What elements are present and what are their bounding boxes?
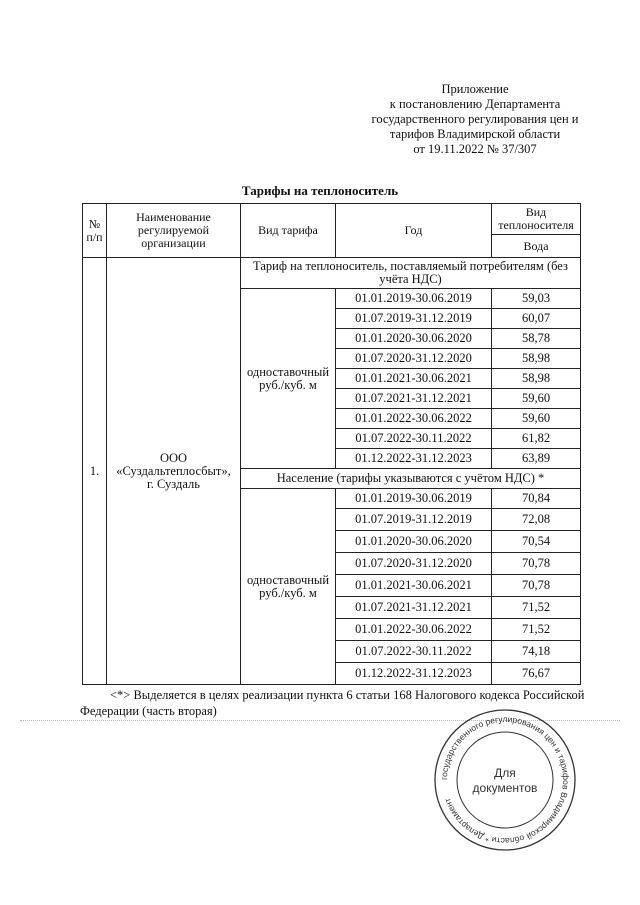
value-cell: 63,89 [492, 449, 581, 469]
period-cell: 01.01.2020-30.06.2020 [336, 531, 492, 553]
value-cell: 60,07 [492, 309, 581, 329]
period-cell: 01.07.2019-31.12.2019 [336, 309, 492, 329]
stamp-ring-text [439, 714, 571, 846]
header-tariff-type: Вид тарифа [241, 204, 336, 258]
tariff-type-line: одноставочный [246, 572, 330, 587]
section-title: Тариф на теплоноситель, поставляемый потребителям (без учёта НДС) [241, 258, 581, 289]
tariff-type-cell [241, 489, 336, 685]
stamp-inner-ring [457, 732, 553, 828]
row-number: 1. [83, 258, 107, 685]
organization-line: «Суздальтеплосбыт», [116, 463, 231, 478]
period-cell: 01.01.2022-30.06.2022 [336, 619, 492, 641]
footnote-line: Федерации (часть вторая) [80, 704, 217, 718]
header-organization: Наименование регулируемой организации [107, 204, 241, 258]
organization-line: г. Суздаль [147, 476, 200, 491]
period-cell: 01.07.2022-30.11.2022 [336, 429, 492, 449]
appendix-line: от 19.11.2022 № 37/307 [413, 142, 537, 156]
value-cell: 70,54 [492, 531, 581, 553]
appendix-line: тарифов Владимирской области [389, 127, 561, 141]
tariff-type-cell [241, 289, 336, 469]
section-title: Население (тарифы указываются с учётом НДС) * [241, 469, 581, 489]
official-stamp [430, 705, 580, 855]
period-cell: 01.01.2019-30.06.2019 [336, 489, 492, 509]
stamp-center-line: документов [472, 781, 538, 795]
period-cell: 01.01.2020-30.06.2020 [336, 329, 492, 349]
period-cell: 01.07.2021-31.12.2021 [336, 597, 492, 619]
period-cell: 01.12.2022-31.12.2023 [336, 663, 492, 685]
document-title: Тарифы на теплоноситель [241, 183, 399, 198]
value-cell: 61,82 [492, 429, 581, 449]
value-cell: 70,78 [492, 553, 581, 575]
value-cell: 71,52 [492, 619, 581, 641]
value-cell: 58,98 [492, 369, 581, 389]
value-cell: 58,98 [492, 349, 581, 369]
organization-line: ООО [159, 450, 188, 465]
value-cell: 59,60 [492, 389, 581, 409]
value-cell: 58,78 [492, 329, 581, 349]
organization-cell [107, 258, 241, 685]
period-cell: 01.12.2022-31.12.2023 [336, 449, 492, 469]
appendix-line: к постановлению Департамента [389, 97, 561, 111]
period-cell: 01.01.2019-30.06.2019 [336, 289, 492, 309]
stamp-ring-textpath: государственного регулирования цен и тарифов Владимирской области * Департамент [438, 713, 572, 847]
header-water: Вода [492, 235, 581, 258]
period-cell: 01.01.2021-30.06.2021 [336, 575, 492, 597]
value-cell: 70,78 [492, 575, 581, 597]
value-cell: 59,60 [492, 409, 581, 429]
stamp-outer-ring [435, 710, 575, 850]
value-cell: 71,52 [492, 597, 581, 619]
tariff-unit-line: руб./куб. м [259, 377, 317, 392]
header-num: № п/п [83, 204, 107, 258]
tariff-unit-line: руб./куб. м [259, 585, 317, 600]
period-cell: 01.07.2021-31.12.2021 [336, 389, 492, 409]
tariff-table [82, 203, 581, 685]
appendix-block [360, 82, 590, 157]
footnote-line: <*> Выделяется в целях реализации пункта 6 статьи 168 Налогового кодекса Российской [110, 688, 585, 702]
value-cell: 72,08 [492, 509, 581, 531]
value-cell: 70,84 [492, 489, 581, 509]
value-cell: 74,18 [492, 641, 581, 663]
value-cell: 76,67 [492, 663, 581, 685]
appendix-line: Приложение [441, 82, 509, 96]
period-cell: 01.01.2022-30.06.2022 [336, 409, 492, 429]
period-cell: 01.07.2020-31.12.2020 [336, 553, 492, 575]
tariff-type-line: одноставочный [246, 364, 330, 379]
period-cell: 01.07.2020-31.12.2020 [336, 349, 492, 369]
period-cell: 01.07.2019-31.12.2019 [336, 509, 492, 531]
header-carrier-type: Вид теплоносителя [492, 204, 581, 235]
period-cell: 01.01.2021-30.06.2021 [336, 369, 492, 389]
value-cell: 59,03 [492, 289, 581, 309]
period-cell: 01.07.2022-30.11.2022 [336, 641, 492, 663]
stamp-center-line: Для [494, 766, 516, 780]
header-year: Год [336, 204, 492, 258]
appendix-line: государственного регулирования цен и [371, 112, 579, 126]
